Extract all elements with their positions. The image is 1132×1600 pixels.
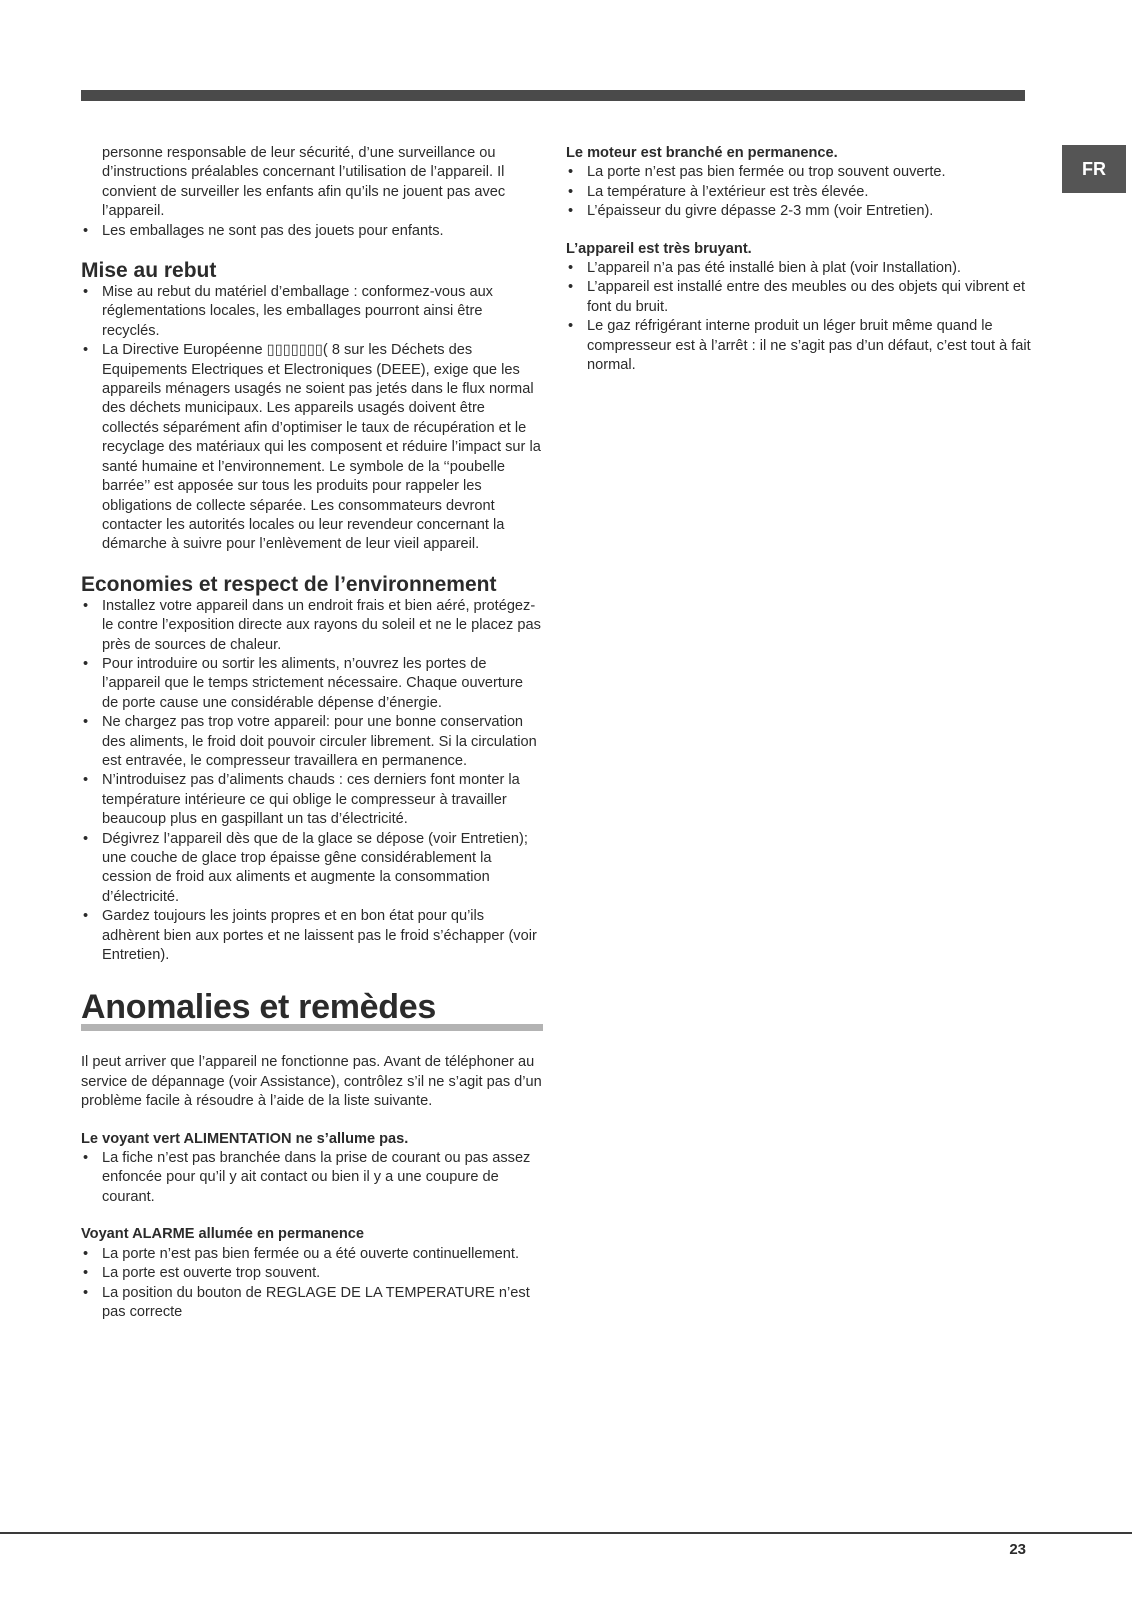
footer-rule <box>0 1532 1132 1534</box>
list-item: • Mise au rebut du matériel d’emballage : conformez-vous aux réglementations locales, les emballages pourront ainsi être recyclés. <box>81 283 543 341</box>
list-item: • L’appareil n’a pas été installé bien à plat (voir Installation). <box>566 259 1036 278</box>
heading-mise-au-rebut: Mise au rebut <box>81 259 217 283</box>
header-rule <box>81 90 1025 101</box>
list-item: • La position du bouton de REGLAGE DE LA TEMPERATURE n’est pas correcte <box>81 1284 543 1323</box>
intro-list <box>81 222 543 241</box>
voyant-vert-list <box>81 1149 543 1207</box>
list-item: • La fiche n’est pas branchée dans la prise de courant ou pas assez enfoncée pour qu’il y ait contact ou bien il y a une coupure de courant. <box>81 1149 543 1207</box>
page-number: 23 <box>1009 1541 1026 1558</box>
list-item: • La porte n’est pas bien fermée ou a été ouverte continuellement. <box>81 1245 543 1264</box>
list-item: • Les emballages ne sont pas des jouets pour enfants. <box>81 222 543 241</box>
anomalies-intro: Il peut arriver que l’appareil ne fonctionne pas. Avant de téléphoner au service de dépannage (voir Assistance), contrôlez s’il ne s’agit pas d’un problème facile à résoudre à l’aide de la liste suivante. <box>81 1054 542 1110</box>
heading-anomalies: Anomalies et remèdes <box>81 988 436 1027</box>
intro-paragraph: personne responsable de leur sécurité, d’une surveillance ou d’instructions préalables concernant l’utilisation de l’appareil. Il convient de surveiller les enfants afin qu’ils ne jouent pas avec l’appareil. <box>102 145 506 220</box>
list-item: • Ne chargez pas trop votre appareil: pour une bonne conservation des aliments, le froid doit pouvoir circuler librement. Si la circulation est entravée, le compresseur travaillera en permanence. <box>81 713 543 771</box>
voyant-alarme-list <box>81 1245 543 1323</box>
left-column <box>81 144 543 1322</box>
list-item: • La porte n’est pas bien fermée ou trop souvent ouverte. <box>566 163 1036 182</box>
list-item: • L’appareil est installé entre des meubles ou des objets qui vibrent et font du bruit. <box>566 278 1036 317</box>
heading-economies: Economies et respect de l’environnement <box>81 572 497 596</box>
list-item: • Le gaz réfrigérant interne produit un léger bruit même quand le compresseur est à l’arrêt : il ne s’agit pas d’un défaut, c’est tout à fait normal. <box>566 317 1036 375</box>
bruyant-list <box>566 259 1036 375</box>
list-item: • N’introduisez pas d’aliments chauds : ces derniers font monter la température intérieure ce qui oblige le compresseur à travailler beaucoup plus en gaspillant un tas d’électricité. <box>81 771 543 829</box>
section-title-block <box>81 987 543 1033</box>
subheading-voyant-vert: Le voyant vert ALIMENTATION ne s’allume pas. <box>81 1130 409 1147</box>
list-item: • L’épaisseur du givre dépasse 2-3 mm (voir Entretien). <box>566 202 1036 221</box>
list-item: • La porte est ouverte trop souvent. <box>81 1264 543 1283</box>
subheading-voyant-alarme: Voyant ALARME allumée en permanence <box>81 1226 365 1243</box>
right-column <box>566 144 1036 375</box>
subheading-bruyant: L’appareil est très bruyant. <box>566 240 752 257</box>
economies-list <box>81 597 543 966</box>
list-item: • Dégivrez l’appareil dès que de la glace se dépose (voir Entretien); une couche de glace trop épaisse gêne considérablement la cession de froid aux aliments et augmente la consommation d’électricité. <box>81 830 543 908</box>
list-item: • La Directive Européenne ▯▯▯▯▯▯▯( 8 sur les Déchets des Equipements Electriques et Electroniques (DEEE), exige que les appareils ménagers usagés ne soient pas jetés dans le flux normal des déchets municipaux. Les appareils usagés doivent être collectés séparément afin d’optimiser le taux de récupération et le recyclage des matériaux qui les composent et réduire l’impact sur la santé humaine et l’environnement. Le symbole de la ‘‘poubelle barrée’’ est apposée sur tous les produits pour rappeler les obligations de collecte séparée. Les consommateurs devront contacter les autorités locales ou leur revendeur concernant la démarche à suivre pour l’enlèvement de leur vieil appareil. <box>81 341 543 554</box>
moteur-list <box>566 163 1036 221</box>
subheading-moteur: Le moteur est branché en permanence. <box>566 145 838 161</box>
list-item: • Pour introduire ou sortir les aliments, n’ouvrez les portes de l’appareil que le temps strictement nécessaire. Chaque ouverture de porte cause une considérable dépense d’énergie. <box>81 655 543 713</box>
list-item: • La température à l’extérieur est très élevée. <box>566 183 1036 202</box>
list-item: • Installez votre appareil dans un endroit frais et bien aéré, protégez-le contre l’exposition directe aux rayons du soleil et ne le placez pas près de sources de chaleur. <box>81 597 543 655</box>
language-tab: FR <box>1062 145 1126 193</box>
list-item: • Gardez toujours les joints propres et en bon état pour qu’ils adhèrent bien aux portes et ne laissent pas le froid s’échapper (voir Entretien). <box>81 907 543 965</box>
rebut-list <box>81 283 543 555</box>
